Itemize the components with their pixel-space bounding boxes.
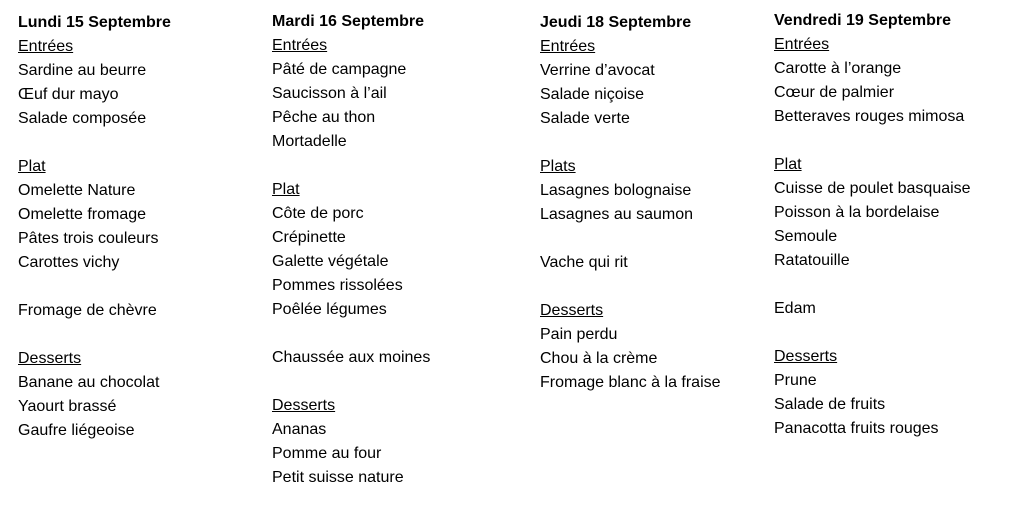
menu-item: Betteraves rouges mimosa	[774, 108, 965, 125]
menu-item: Cœur de palmier	[774, 84, 895, 101]
fromage-list	[540, 251, 780, 275]
section-fromage	[272, 346, 512, 370]
section-heading-desserts: Desserts	[18, 350, 82, 367]
desserts-list	[540, 323, 780, 395]
menu-item: Semoule	[774, 228, 838, 245]
menu-item: Poisson à la bordelaise	[774, 204, 940, 221]
menu-item: Gaufre liégeoise	[18, 422, 135, 439]
menu-item: Ananas	[272, 421, 327, 438]
menu-item: Côte de porc	[272, 205, 364, 222]
entrees-list	[540, 59, 780, 131]
menu-item: Lasagnes au saumon	[540, 206, 693, 223]
section-heading-entrees: Entrées	[540, 38, 596, 55]
menu-item: Omelette fromage	[18, 206, 147, 223]
menu-item: Saucisson à l’ail	[272, 85, 387, 102]
section-heading-entrees: Entrées	[18, 38, 74, 55]
menu-item: Fromage de chèvre	[18, 302, 157, 319]
menu-item: Pâté de campagne	[272, 61, 407, 78]
menu-item: Vache qui rit	[540, 254, 628, 271]
day-title: Vendredi 19 Septembre	[774, 12, 951, 29]
section-desserts	[540, 299, 780, 395]
desserts-list	[272, 418, 512, 490]
menu-item: Mortadelle	[272, 133, 347, 150]
fromage-list	[272, 346, 512, 370]
menu-item: Pomme au four	[272, 445, 382, 462]
section-desserts	[18, 347, 258, 443]
entrees-list	[18, 59, 258, 131]
section-fromage	[774, 297, 1014, 321]
day-title: Jeudi 18 Septembre	[540, 14, 692, 31]
menu-item: Fromage blanc à la fraise	[540, 374, 721, 391]
section-entrees	[272, 34, 512, 154]
section-heading-desserts: Desserts	[540, 302, 604, 319]
menu-item: Pêche au thon	[272, 109, 376, 126]
menu-item: Poêlée légumes	[272, 301, 387, 318]
menu-item: Salade verte	[540, 110, 630, 127]
day-column-vendredi	[774, 9, 1014, 465]
section-entrees	[540, 35, 780, 131]
desserts-list	[18, 371, 258, 443]
menu-item: Prune	[774, 372, 817, 389]
menu-item: Sardine au beurre	[18, 62, 147, 79]
menu-item: Yaourt brassé	[18, 398, 117, 415]
section-heading-entrees: Entrées	[272, 37, 328, 54]
desserts-list	[774, 369, 1014, 441]
section-plat	[774, 153, 1014, 273]
menu-item: Pain perdu	[540, 326, 618, 343]
menu-item: Edam	[774, 300, 816, 317]
menu-item: Verrine d’avocat	[540, 62, 655, 79]
menu-item: Salade composée	[18, 110, 147, 127]
day-column-lundi	[18, 11, 258, 467]
fromage-list	[18, 299, 258, 323]
section-plat	[272, 178, 512, 322]
menu-item: Banane au chocolat	[18, 374, 160, 391]
section-heading-desserts: Desserts	[774, 348, 838, 365]
menu-item: Salade de fruits	[774, 396, 886, 413]
section-entrees	[18, 35, 258, 131]
section-fromage	[18, 299, 258, 323]
menu-item: Carottes vichy	[18, 254, 120, 271]
plat-list	[774, 177, 1014, 273]
menu-item: Salade niçoise	[540, 86, 645, 103]
section-plat	[540, 155, 780, 227]
menu-item: Lasagnes bolognaise	[540, 182, 692, 199]
day-title: Mardi 16 Septembre	[272, 13, 425, 30]
section-entrees	[774, 33, 1014, 129]
day-column-mardi	[272, 10, 512, 514]
section-desserts	[774, 345, 1014, 441]
menu-item: Carotte à l’orange	[774, 60, 902, 77]
menu-item: Galette végétale	[272, 253, 389, 270]
section-plat	[18, 155, 258, 275]
section-heading-desserts: Desserts	[272, 397, 336, 414]
day-column-jeudi	[540, 11, 780, 419]
section-fromage	[540, 251, 780, 275]
menu-item: Pâtes trois couleurs	[18, 230, 159, 247]
section-desserts	[272, 394, 512, 490]
entrees-list	[272, 58, 512, 154]
plat-list	[18, 179, 258, 275]
section-heading-plats: Plats	[540, 158, 576, 175]
menu-item: Ratatouille	[774, 252, 850, 269]
menu-item: Petit suisse nature	[272, 469, 404, 486]
menu-item: Crépinette	[272, 229, 346, 246]
menu-item: Pommes rissolées	[272, 277, 403, 294]
menu-item: Omelette Nature	[18, 182, 136, 199]
section-heading-plat: Plat	[774, 156, 802, 173]
entrees-list	[774, 57, 1014, 129]
menu-item: Panacotta fruits rouges	[774, 420, 939, 437]
section-heading-plat: Plat	[272, 181, 300, 198]
fromage-list	[774, 297, 1014, 321]
menu-item: Chaussée aux moines	[272, 349, 431, 366]
plat-list	[540, 179, 780, 227]
menu-item: Chou à la crème	[540, 350, 658, 367]
section-heading-entrees: Entrées	[774, 36, 830, 53]
plat-list	[272, 202, 512, 322]
section-heading-plat: Plat	[18, 158, 46, 175]
menu-item: Cuisse de poulet basquaise	[774, 180, 971, 197]
menu-item: Œuf dur mayo	[18, 86, 119, 103]
day-title: Lundi 15 Septembre	[18, 14, 171, 31]
